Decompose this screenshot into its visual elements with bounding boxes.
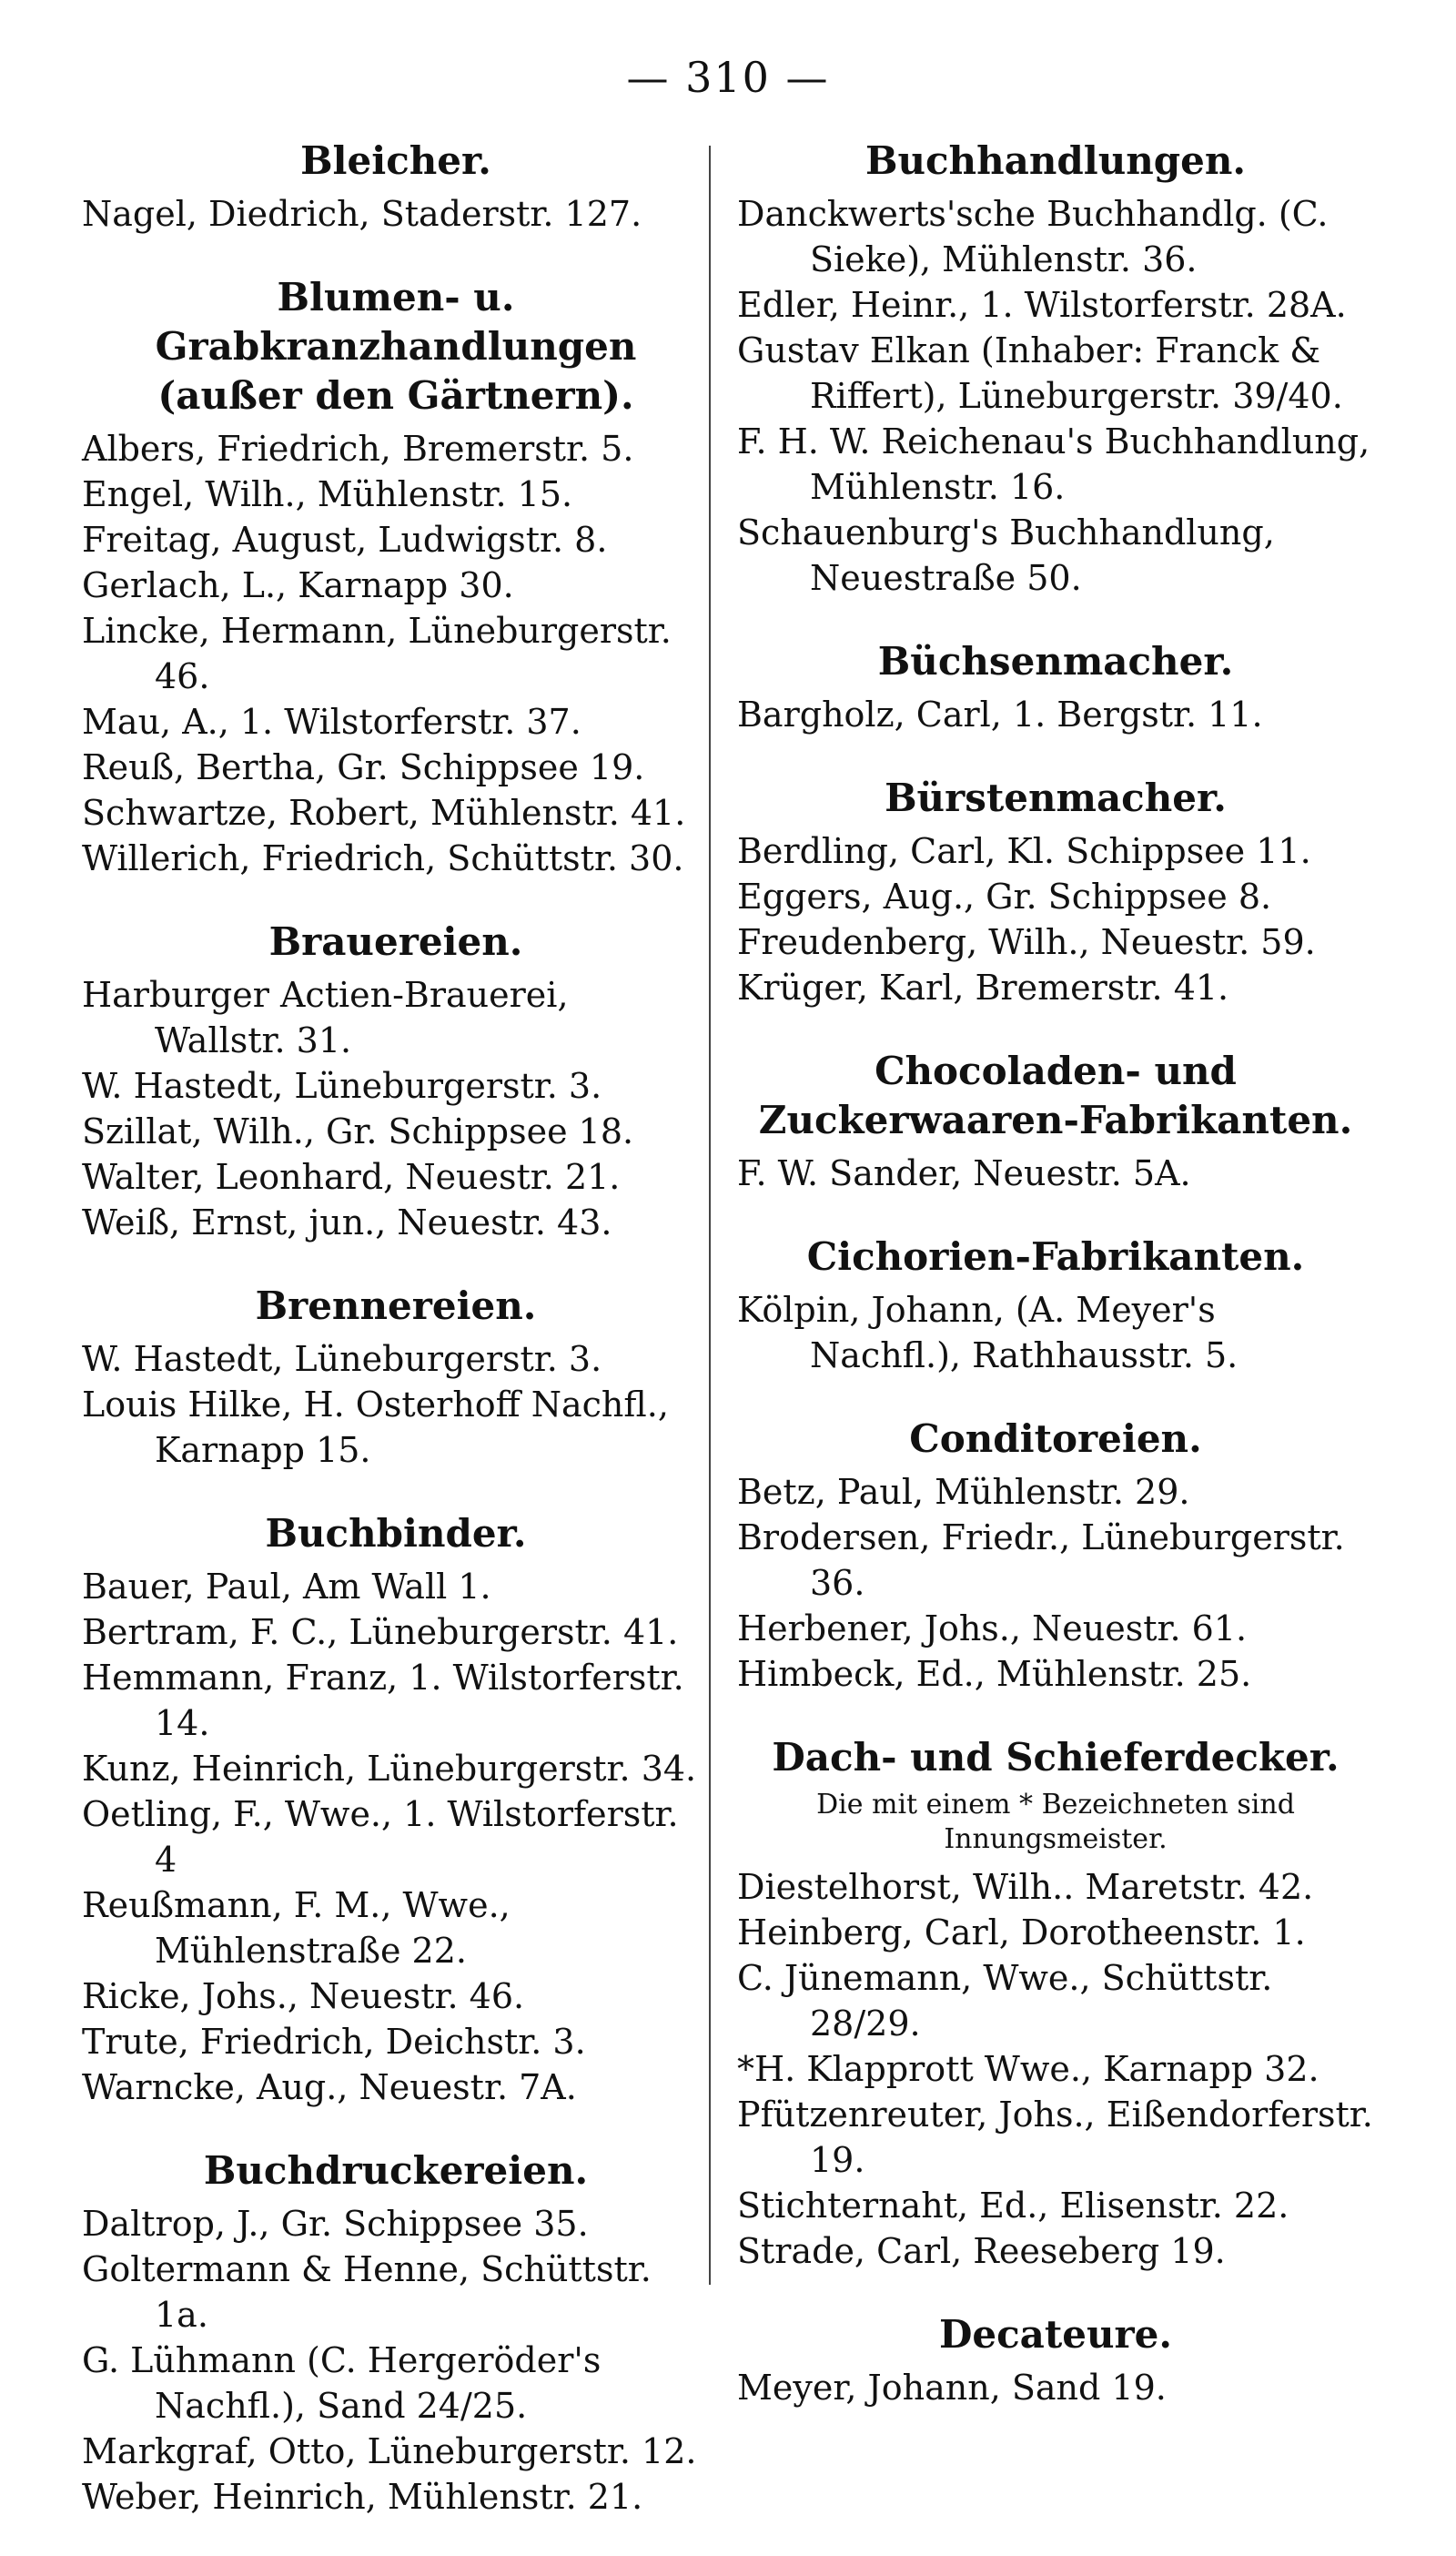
section-heading: Buchdruckereien.	[203, 2148, 589, 2193]
section-chocoladen	[737, 1047, 1374, 1196]
directory-entry: Bargholz, Carl, 1. Bergstr. 11.	[737, 695, 1263, 735]
directory-entry: Eggers, Aug., Gr. Schippsee 8.	[737, 877, 1272, 917]
directory-entry: Diestelhorst, Wilh.. Maretstr. 42.	[737, 1867, 1314, 1907]
directory-entry: Lincke, Hermann, Lüneburgerstr. 46.	[82, 611, 672, 696]
directory-entry: Goltermann & Henne, Schüttstr. 1a.	[82, 2249, 652, 2335]
section-buchbinder	[82, 1509, 710, 2110]
directory-entry: Szillat, Wilh., Gr. Schippsee 18.	[82, 1111, 634, 1151]
directory-entry: Weiß, Ernst, jun., Neuestr. 43.	[82, 1202, 612, 1242]
section-blumen	[82, 273, 710, 881]
directory-entry: Pfützenreuter, Johs., Eißendorferstr. 19.	[737, 2094, 1373, 2180]
section-heading: Decateure.	[938, 2312, 1173, 2357]
directory-entry: Nagel, Diedrich, Staderstr. 127.	[82, 194, 642, 234]
directory-entry: G. Lühmann (C. Hergeröder's Nachfl.), Sand 24/25.	[82, 2340, 602, 2426]
section-bleicher	[82, 137, 710, 237]
directory-entry: Kölpin, Johann, (A. Meyer's Nachfl.), Rathhausstr. 5.	[737, 1290, 1239, 1375]
directory-entry: W. Hastedt, Lüneburgerstr. 3.	[82, 1066, 602, 1106]
directory-entry: Walter, Leonhard, Neuestr. 21.	[82, 1157, 621, 1197]
section-cichorien	[737, 1232, 1374, 1378]
directory-entry: Daltrop, J., Gr. Schippsee 35.	[82, 2204, 589, 2244]
directory-entry: Markgraf, Otto, Lüneburgerstr. 12.	[82, 2431, 697, 2471]
page-number: — 310 —	[626, 53, 830, 102]
directory-entry: Freudenberg, Wilh., Neuestr. 59.	[737, 922, 1316, 962]
directory-entry: Berdling, Carl, Kl. Schippsee 11.	[737, 831, 1311, 871]
directory-entry: Heinberg, Carl, Dorotheenstr. 1.	[737, 1912, 1306, 1952]
directory-entry: Betz, Paul, Mühlenstr. 29.	[737, 1472, 1190, 1512]
section-note: Die mit einem * Bezeichneten sind Innungsmeister.	[816, 1789, 1295, 1855]
directory-entry: Harburger Actien-Brauerei, Wallstr. 31.	[82, 975, 569, 1060]
directory-entry: Engel, Wilh., Mühlenstr. 15.	[82, 474, 573, 514]
directory-entry: Himbeck, Ed., Mühlenstr. 25.	[737, 1654, 1252, 1694]
directory-entry: Edler, Heinr., 1. Wilstorferstr. 28A.	[737, 285, 1347, 325]
section-heading: Buchhandlungen.	[864, 138, 1247, 183]
directory-entry: Freitag, August, Ludwigstr. 8.	[82, 520, 608, 560]
section-brauereien	[82, 918, 710, 1245]
directory-entry: C. Jünemann, Wwe., Schüttstr. 28/29.	[737, 1958, 1273, 2044]
directory-entry: *H. Klapprott Wwe., Karnapp 32.	[737, 2049, 1320, 2089]
directory-entry: Strade, Carl, Reeseberg 19.	[737, 2231, 1226, 2271]
directory-entry: Hemmann, Franz, 1. Wilstorferstr. 14.	[82, 1658, 684, 1743]
section-heading: Brauereien.	[268, 919, 523, 964]
directory-entry: Bauer, Paul, Am Wall 1.	[82, 1567, 491, 1607]
directory-entry: Trute, Friedrich, Deichstr. 3.	[82, 2022, 586, 2062]
section-decateure	[737, 2310, 1374, 2410]
section-buchdruckereien	[82, 2146, 710, 2520]
section-brennereien	[82, 1282, 710, 1473]
directory-entry: Schauenburg's Buchhandlung, Neuestraße 50.	[737, 512, 1275, 598]
directory-entry: Stichternaht, Ed., Elisenstr. 22.	[737, 2186, 1289, 2226]
section-heading: Blumen- u. Grabkranzhandlungen (außer den Gärtnern).	[155, 275, 637, 418]
section-heading: Dach- und Schieferdecker.	[772, 1735, 1340, 1780]
directory-entry: Albers, Friedrich, Bremerstr. 5.	[82, 429, 634, 469]
directory-entry: W. Hastedt, Lüneburgerstr. 3.	[82, 1339, 602, 1379]
directory-entry: Bertram, F. C., Lüneburgerstr. 41.	[82, 1612, 679, 1652]
section-heading: Conditoreien.	[909, 1416, 1202, 1461]
directory-entry: Meyer, Johann, Sand 19.	[737, 2368, 1167, 2408]
section-heading: Cichorien-Fabrikanten.	[806, 1234, 1305, 1279]
section-heading: Bleicher.	[300, 138, 491, 183]
directory-entry: Gerlach, L., Karnapp 30.	[82, 565, 514, 605]
directory-entry: Warncke, Aug., Neuestr. 7A.	[82, 2067, 577, 2107]
section-heading: Brennereien.	[255, 1283, 537, 1328]
directory-entry: Reußmann, F. M., Wwe., Mühlenstraße 22.	[82, 1885, 511, 1971]
directory-entry: Danckwerts'sche Buchhandlg. (C. Sieke), Mühlenstr. 36.	[737, 194, 1329, 279]
section-heading: Büchsenmacher.	[877, 639, 1234, 684]
section-heading: Bürstenmacher.	[885, 776, 1227, 820]
section-buerstenmacher	[737, 774, 1374, 1010]
section-heading: Buchbinder.	[265, 1511, 527, 1556]
left-column	[82, 137, 710, 2556]
section-buchhandlungen	[737, 137, 1374, 601]
directory-entry: Louis Hilke, H. Osterhoff Nachfl., Karnapp 15.	[82, 1384, 669, 1470]
directory-entry: Reuß, Bertha, Gr. Schippsee 19.	[82, 747, 645, 787]
directory-entry: Brodersen, Friedr., Lüneburgerstr. 36.	[737, 1517, 1345, 1603]
directory-entry: Herbener, Johs., Neuestr. 61.	[737, 1608, 1248, 1648]
directory-entry: Weber, Heinrich, Mühlenstr. 21.	[82, 2477, 643, 2517]
directory-entry: Oetling, F., Wwe., 1. Wilstorferstr. 4	[82, 1794, 679, 1880]
directory-entry: Gustav Elkan (Inhaber: Franck & Riffert), Lüneburgerstr. 39/40.	[737, 330, 1343, 416]
directory-entry: Ricke, Johs., Neuestr. 46.	[82, 1976, 525, 2016]
directory-entry: Schwartze, Robert, Mühlenstr. 41.	[82, 793, 686, 833]
directory-entry: F. W. Sander, Neuestr. 5A.	[737, 1153, 1191, 1193]
section-dachdecker	[737, 1733, 1374, 2274]
directory-entry: Kunz, Heinrich, Lüneburgerstr. 34.	[82, 1749, 697, 1789]
right-column	[737, 137, 1374, 2447]
directory-entry: F. H. W. Reichenau's Buchhandlung, Mühlenstr. 16.	[737, 421, 1370, 507]
section-heading: Chocoladen- und Zuckerwaaren-Fabrikanten.	[758, 1049, 1353, 1142]
section-buechsenmacher	[737, 637, 1374, 737]
directory-entry: Willerich, Friedrich, Schüttstr. 30.	[82, 838, 684, 878]
directory-entry: Krüger, Karl, Bremerstr. 41.	[737, 968, 1229, 1008]
directory-entry: Mau, A., 1. Wilstorferstr. 37.	[82, 702, 581, 742]
section-conditoreien	[737, 1415, 1374, 1697]
